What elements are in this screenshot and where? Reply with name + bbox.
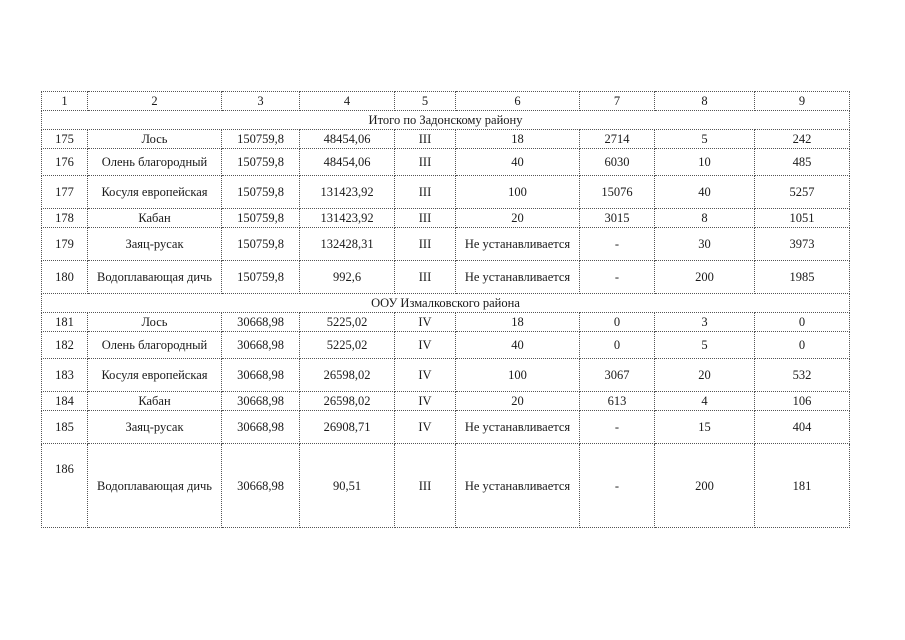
table-row [42,411,850,444]
table-cell: 20 [456,392,580,411]
table-cell: 3973 [755,228,850,261]
table-cell: 150759,8 [222,149,300,176]
column-number-cell: 9 [755,92,850,111]
table-cell: 10 [655,149,755,176]
table-cell: 20 [655,359,755,392]
table-cell: 5225,02 [300,313,395,332]
section-title-row [42,294,850,313]
table-cell: 200 [655,444,755,528]
table-cell: 48454,06 [300,130,395,149]
table-cell: Заяц-русак [88,228,222,261]
table-cell: 40 [655,176,755,209]
table-cell: 90,51 [300,444,395,528]
table-cell: Не устанавливается [456,411,580,444]
table-cell: 30668,98 [222,332,300,359]
table-row [42,332,850,359]
table-cell: 1051 [755,209,850,228]
table-cell: Олень благородный [88,149,222,176]
table-row [42,261,850,294]
table-cell: Косуля европейская [88,176,222,209]
table-cell: Кабан [88,209,222,228]
table-cell: 100 [456,359,580,392]
section-title: ООУ Измалковского района [42,294,850,313]
table-cell: 182 [42,332,88,359]
table-cell: 184 [42,392,88,411]
table-cell: - [580,411,655,444]
table-cell: Не устанавливается [456,444,580,528]
table-cell: 3015 [580,209,655,228]
table-cell: 0 [580,313,655,332]
table-cell: III [395,176,456,209]
column-number-cell: 5 [395,92,456,111]
table-cell: 40 [456,149,580,176]
table-cell: 5 [655,332,755,359]
table-cell: 150759,8 [222,130,300,149]
table-row [42,392,850,411]
table-cell: 30668,98 [222,392,300,411]
table-cell: IV [395,313,456,332]
table-cell: 48454,06 [300,149,395,176]
column-number-cell: 8 [655,92,755,111]
table-cell: 100 [456,176,580,209]
table-cell: 179 [42,228,88,261]
table-cell: 404 [755,411,850,444]
table-cell: 0 [755,313,850,332]
table-cell: III [395,228,456,261]
table-cell: Не устанавливается [456,261,580,294]
table-cell: 15076 [580,176,655,209]
table-cell: 150759,8 [222,228,300,261]
table-cell: III [395,261,456,294]
table-cell: 30 [655,228,755,261]
table-cell: 18 [456,313,580,332]
table-row [42,359,850,392]
table-cell: 8 [655,209,755,228]
table-cell: IV [395,332,456,359]
table-cell: IV [395,411,456,444]
table-cell: 178 [42,209,88,228]
table-cell: 30668,98 [222,411,300,444]
table-cell: 177 [42,176,88,209]
table-cell: 132428,31 [300,228,395,261]
table-cell: 30668,98 [222,313,300,332]
table-cell: 1985 [755,261,850,294]
table-cell: - [580,261,655,294]
table-cell: 3 [655,313,755,332]
table-cell: 26908,71 [300,411,395,444]
table-cell: 5257 [755,176,850,209]
table-cell: Водоплавающая дичь [88,261,222,294]
column-number-cell: 6 [456,92,580,111]
table-row [42,313,850,332]
table-row [42,176,850,209]
column-number-cell: 2 [88,92,222,111]
table-cell: 30668,98 [222,444,300,528]
column-number-cell: 4 [300,92,395,111]
table-cell: 0 [580,332,655,359]
table-cell: 185 [42,411,88,444]
table-cell: 4 [655,392,755,411]
section-title: Итого по Задонскому району [42,111,850,130]
table-cell: - [580,228,655,261]
table-cell: 613 [580,392,655,411]
table-cell: 992,6 [300,261,395,294]
table-row [42,130,850,149]
table-cell: 180 [42,261,88,294]
table-cell: 150759,8 [222,209,300,228]
table-cell: 532 [755,359,850,392]
column-number-cell: 1 [42,92,88,111]
table-cell: Лось [88,313,222,332]
table-cell: 5 [655,130,755,149]
table-cell: 15 [655,411,755,444]
table-cell: 183 [42,359,88,392]
table-cell: Кабан [88,392,222,411]
table-cell: 2714 [580,130,655,149]
table-cell: III [395,149,456,176]
table-cell: 181 [42,313,88,332]
table-cell: 150759,8 [222,261,300,294]
table-cell: 131423,92 [300,209,395,228]
section-title-row [42,111,850,130]
table-cell: Не устанавливается [456,228,580,261]
table-cell: 131423,92 [300,176,395,209]
column-number-cell: 7 [580,92,655,111]
table-cell: III [395,209,456,228]
table-row [42,228,850,261]
column-number-cell: 3 [222,92,300,111]
hunting-resources-table [41,91,850,528]
table-cell: III [395,444,456,528]
table-cell: 26598,02 [300,392,395,411]
table-cell: 186 [42,444,88,528]
table-cell: 6030 [580,149,655,176]
table-cell: 18 [456,130,580,149]
table-cell: Заяц-русак [88,411,222,444]
table-cell: IV [395,392,456,411]
table-cell: 176 [42,149,88,176]
table-cell: 40 [456,332,580,359]
table-cell: 175 [42,130,88,149]
table-cell: 20 [456,209,580,228]
table-cell: Водоплавающая дичь [88,444,222,528]
table-cell: Олень благородный [88,332,222,359]
table-cell: 5225,02 [300,332,395,359]
table-row [42,149,850,176]
table-cell: IV [395,359,456,392]
table-cell: 150759,8 [222,176,300,209]
table-cell: 485 [755,149,850,176]
table-cell: - [580,444,655,528]
table-cell: III [395,130,456,149]
table-cell: 106 [755,392,850,411]
table-cell: 0 [755,332,850,359]
table-cell: 200 [655,261,755,294]
table-cell: 3067 [580,359,655,392]
table-cell: Лось [88,130,222,149]
table-cell: 181 [755,444,850,528]
table-cell: 242 [755,130,850,149]
table-row [42,209,850,228]
table-cell: 30668,98 [222,359,300,392]
table-cell: 26598,02 [300,359,395,392]
column-number-row [42,92,850,111]
table-cell: Косуля европейская [88,359,222,392]
table-row [42,444,850,528]
